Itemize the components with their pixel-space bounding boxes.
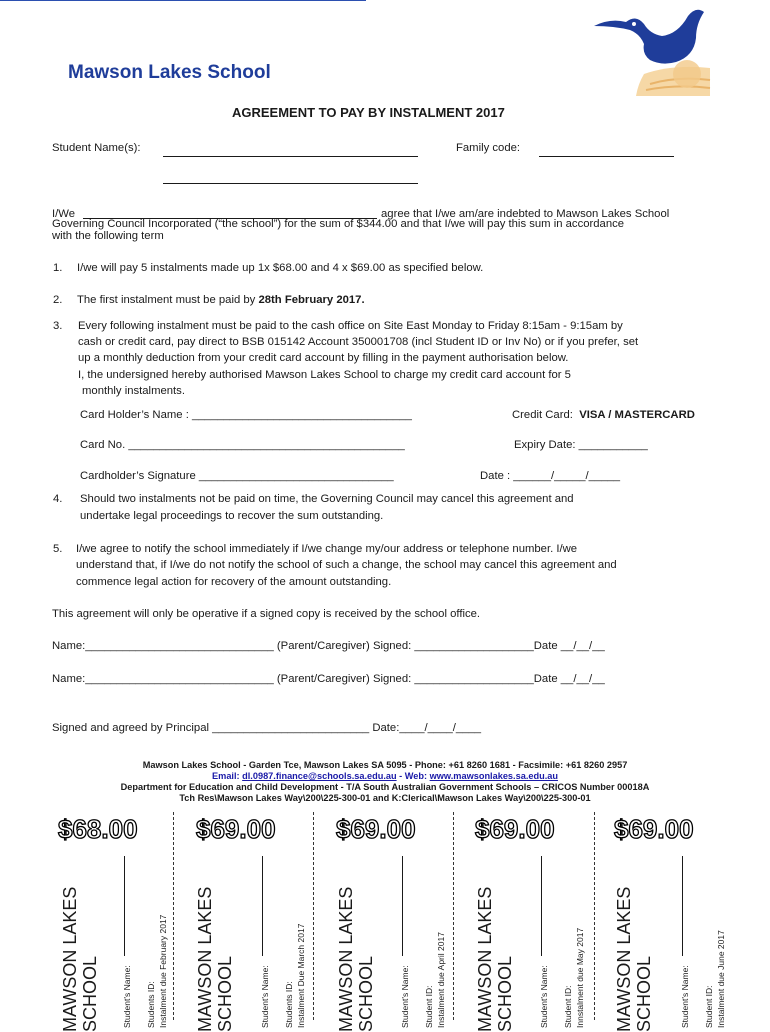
footer-address: Mawson Lakes School - Garden Tce, Mawson Lakes SA 5095 - Phone: +61 8260 1681 - Facsimile: +61 8260 2957 bbox=[142, 760, 628, 770]
footer-web-link[interactable]: www.mawsonlakes.sa.edu.au bbox=[429, 771, 558, 781]
item-text-2-prefix: The first instalment must be paid by bbox=[77, 294, 259, 306]
item-text-3-line-3: up a monthly deduction from your credit card account by filling in the payment authorisation below. bbox=[78, 352, 569, 364]
kingfisher-bird-logo-icon bbox=[592, 4, 712, 96]
stub-school-name-line-2: SCHOOL bbox=[634, 955, 654, 1032]
stub-amount: $69.00 bbox=[614, 814, 694, 844]
stub-student-name-label: Student’s Name: bbox=[539, 965, 549, 1028]
stub-student-id-label: Student ID: bbox=[563, 985, 573, 1028]
stub-student-id-label: Students ID: bbox=[284, 981, 294, 1028]
item-text-4-line-1: Should two instalments not be paid on time, the Governing Council may cancel this agreement and bbox=[80, 493, 574, 505]
stub-school-name-line-2: SCHOOL bbox=[495, 955, 515, 1032]
parent-signature-line-2[interactable]: Name:______________________________ (Parent/Caregiver) Signed: ___________________Date __/__/__ bbox=[52, 673, 605, 685]
item-number-1: 1. bbox=[53, 262, 63, 274]
item-text-4-line-2: undertake legal proceedings to recover the sum outstanding. bbox=[80, 510, 384, 522]
operative-note: This agreement will only be operative if a signed copy is received by the school office. bbox=[52, 608, 481, 620]
stub-amount: $69.00 bbox=[336, 814, 416, 844]
stub-school-name-line-2: SCHOOL bbox=[356, 955, 376, 1032]
first-due-date: 28th February 2017. bbox=[258, 294, 365, 306]
stub-divider-3 bbox=[453, 812, 454, 1020]
stub-due-date: Instalment Due March 2017 bbox=[296, 923, 306, 1028]
parent-signature-line-1[interactable]: Name:______________________________ (Parent/Caregiver) Signed: ___________________Date __/__/__ bbox=[52, 640, 605, 652]
stub-student-id-label: Student ID: bbox=[704, 985, 714, 1028]
credit-card-label: Credit Card: bbox=[512, 409, 573, 421]
we-label: I/We bbox=[52, 208, 76, 220]
item-text-1: I/we will pay 5 instalments made up 1x $68.00 and 4 x $69.00 as specified below. bbox=[77, 262, 484, 274]
item-text-3-line-4: I, the undersigned hereby authorised Mawson Lakes School to charge my credit card account for 5 bbox=[78, 369, 571, 381]
item-text-2 bbox=[77, 292, 365, 309]
stub-student-name-label: Student’s Name: bbox=[260, 965, 270, 1028]
stub-divider-4 bbox=[594, 812, 595, 1020]
stub-due-date: Instalment due June 2017 bbox=[716, 930, 726, 1028]
page-title: AGREEMENT TO PAY BY INSTALMENT 2017 bbox=[232, 105, 505, 120]
footer-department: Department for Education and Child Development - T/A South Australian Government Schools – CRICOS Number 00018A bbox=[120, 782, 650, 792]
stub-divider-1 bbox=[173, 812, 174, 1020]
stub-amount: $68.00 bbox=[58, 814, 138, 844]
card-number-field[interactable]: Card No. ____________________________________________ bbox=[80, 439, 405, 451]
stub-student-name-field[interactable] bbox=[262, 856, 263, 956]
student-name-field-2[interactable] bbox=[163, 183, 418, 184]
footer-email-link[interactable]: dl.0987.finance@schools.sa.edu.au bbox=[242, 771, 397, 781]
card-date-field[interactable]: Date : ______/_____/_____ bbox=[480, 470, 621, 482]
agreement-text-3: with the following term bbox=[52, 230, 164, 242]
school-logo bbox=[592, 4, 712, 96]
stub-school-name-line-1: MAWSON LAKES bbox=[336, 886, 356, 1032]
stub-school-name-line-1: MAWSON LAKES bbox=[614, 886, 634, 1032]
title-divider bbox=[0, 0, 366, 1]
stub-school-name-line-2: SCHOOL bbox=[80, 955, 100, 1032]
family-code-field[interactable] bbox=[539, 156, 674, 157]
card-holder-name-field[interactable]: Card Holder’s Name : ___________________________________ bbox=[80, 409, 412, 421]
item-text-5-line-3: commence legal action for recovery of the amount outstanding. bbox=[76, 576, 392, 588]
item-text-5-line-2: understand that, if I/we do not notify the school of such a change, the school may cancel this agreement and bbox=[76, 559, 617, 571]
stub-student-id-label: Student ID: bbox=[424, 985, 434, 1028]
item-number-5: 5. bbox=[53, 543, 63, 555]
footer-contact bbox=[40, 771, 730, 782]
item-number-4: 4. bbox=[53, 493, 63, 505]
item-text-5-line-1: I/we agree to notify the school immediately if I/we change my/our address or telephone number. I/we bbox=[76, 543, 578, 555]
stub-student-name-field[interactable] bbox=[682, 856, 683, 956]
stub-school-name-line-1: MAWSON LAKES bbox=[475, 886, 495, 1032]
student-name-field-1[interactable] bbox=[163, 156, 418, 157]
footer-paths: Tch Res\Mawson Lakes Way\200\225-300-01 and K:Clerical\Mawson Lakes Way\200\225-300-01 bbox=[179, 793, 591, 803]
agreement-text-1: agree that I/we am/are indebted to Mawson Lakes School bbox=[381, 208, 670, 220]
agreement-text-2: Governing Council Incorporated (“the school”) for the sum of $344.00 and that I/we will pay this sum in accordance bbox=[52, 218, 625, 230]
cardholder-signature-field[interactable]: Cardholder’s Signature _______________________________ bbox=[80, 470, 394, 482]
credit-card-value: VISA / MASTERCARD bbox=[579, 409, 695, 421]
principal-signature-line[interactable]: Signed and agreed by Principal _________________________ Date:____/____/____ bbox=[52, 722, 482, 734]
stub-school-name-line-2: SCHOOL bbox=[215, 955, 235, 1032]
stub-due-date: Instalment due April 2017 bbox=[436, 932, 446, 1028]
footer-email-label: Email: bbox=[212, 771, 243, 781]
stub-school-name-line-1: MAWSON LAKES bbox=[195, 886, 215, 1032]
family-code-label: Family code: bbox=[456, 142, 521, 154]
student-names-label: Student Name(s): bbox=[52, 142, 141, 154]
stub-student-name-field[interactable] bbox=[402, 856, 403, 956]
footer-web-label: - Web: bbox=[396, 771, 430, 781]
stub-amount: $69.00 bbox=[475, 814, 555, 844]
school-name: Mawson Lakes School bbox=[68, 62, 271, 83]
item-text-3-line-1: Every following instalment must be paid to the cash office on Site East Monday to Friday 8:15am - 9:15am by bbox=[78, 320, 623, 332]
stub-divider-2 bbox=[313, 812, 314, 1020]
item-text-3-line-5: monthly instalments. bbox=[82, 385, 185, 397]
stub-student-name-field[interactable] bbox=[541, 856, 542, 956]
stub-student-name-label: Student’s Name: bbox=[680, 965, 690, 1028]
stub-student-id-label: Students ID: bbox=[146, 981, 156, 1028]
item-number-3: 3. bbox=[53, 320, 63, 332]
stub-amount: $69.00 bbox=[196, 814, 276, 844]
stub-student-name-label: Student’s Name: bbox=[400, 965, 410, 1028]
stub-student-name-field[interactable] bbox=[124, 856, 125, 956]
stub-school-name-line-1: MAWSON LAKES bbox=[60, 886, 80, 1032]
stub-due-date: Innstalment due May 2017 bbox=[575, 927, 585, 1028]
item-number-2: 2. bbox=[53, 294, 63, 306]
stub-due-date: Instalment due February 2017 bbox=[158, 914, 168, 1028]
expiry-date-field[interactable]: Expiry Date: ___________ bbox=[514, 439, 648, 451]
stub-student-name-label: Student’s Name: bbox=[122, 965, 132, 1028]
credit-card-type bbox=[512, 407, 695, 424]
item-text-3-line-2: cash or credit card, pay direct to BSB 015142 Account 350001708 (incl Student ID or Inv No) or if you prefer, set bbox=[78, 336, 639, 348]
